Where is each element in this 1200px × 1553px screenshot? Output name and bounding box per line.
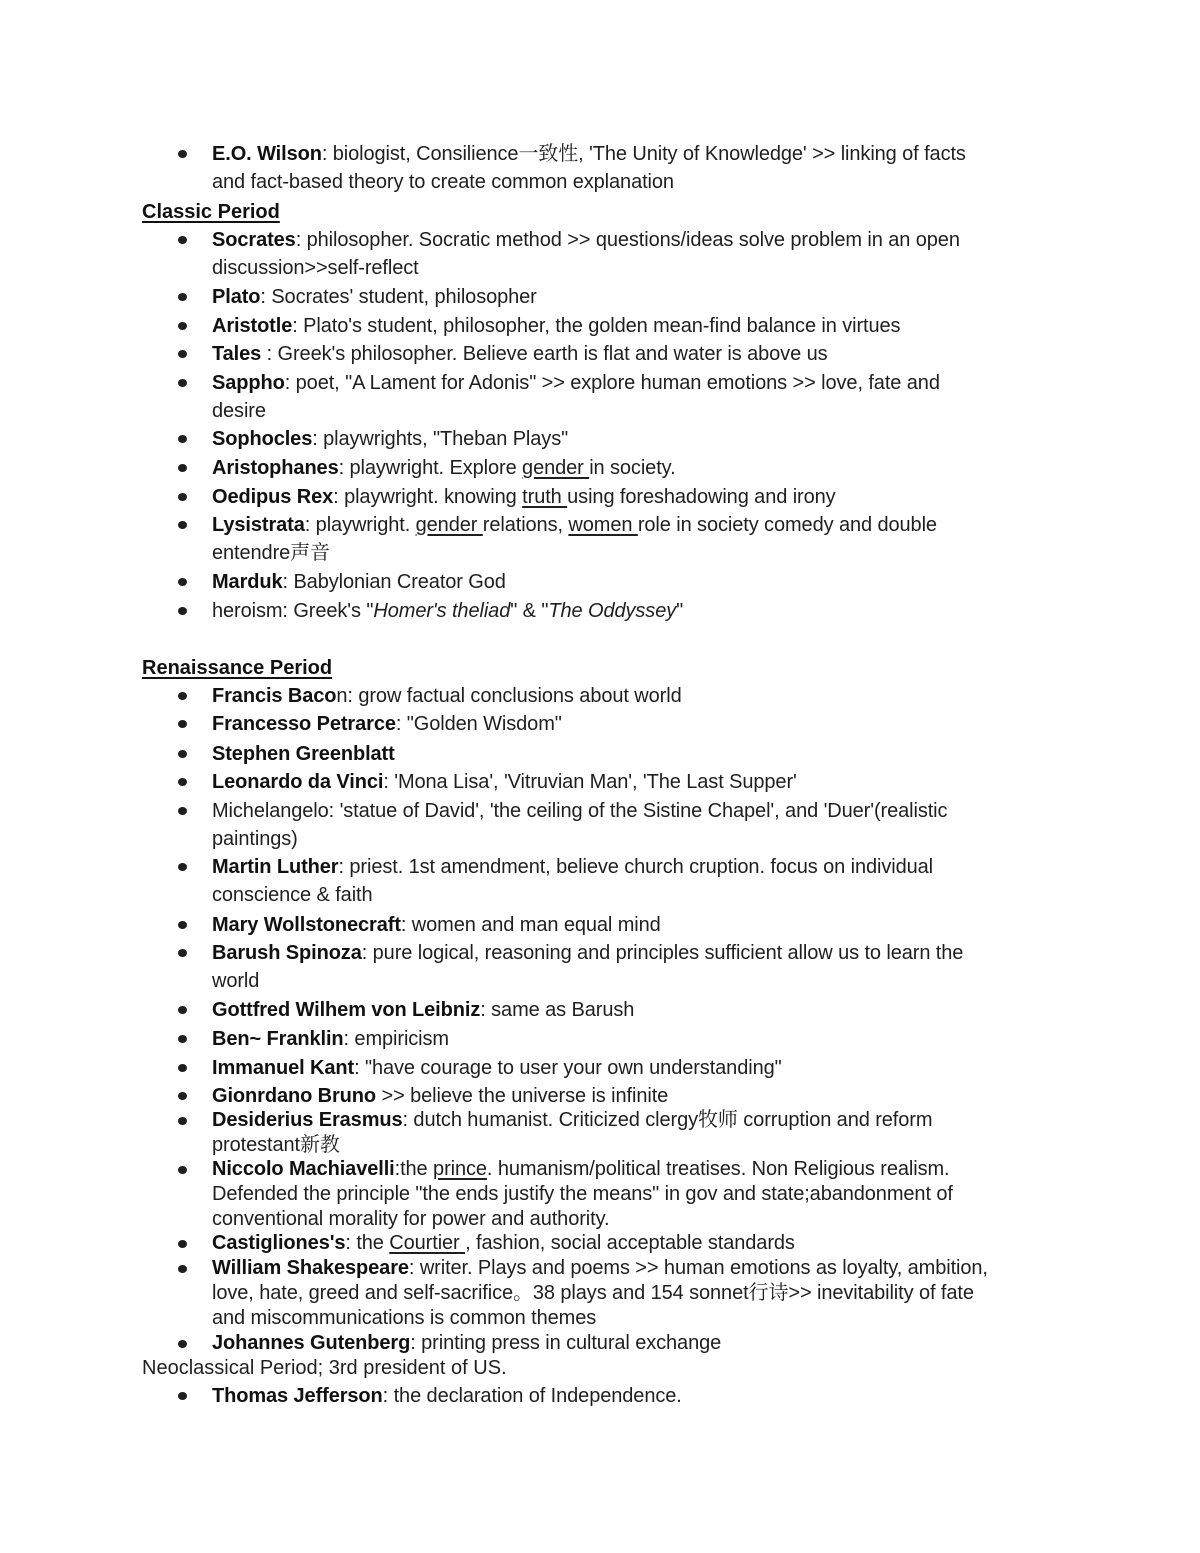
bullet-icon — [178, 236, 187, 244]
term: Thomas Jefferson — [212, 1385, 383, 1407]
bullet-icon — [178, 949, 187, 957]
bullet-icon — [178, 807, 187, 815]
term: Niccolo Machiavelli — [212, 1158, 395, 1180]
bullet-icon — [178, 1240, 187, 1248]
term: Mary Wollstonecraft — [212, 914, 401, 936]
bullet-icon — [178, 1392, 187, 1400]
underlined-text: Courtier — [389, 1232, 466, 1254]
bullet-icon — [178, 150, 187, 158]
bullet-icon — [178, 692, 187, 700]
term: Ben~ Franklin — [212, 1028, 344, 1050]
term: Sappho — [212, 372, 285, 394]
term: Sophocles — [212, 428, 313, 450]
term: Stephen Greenblatt — [212, 743, 395, 765]
term: Marduk — [212, 571, 283, 593]
term: Barush Spinoza — [212, 942, 362, 964]
bullet-icon — [178, 435, 187, 443]
term: Tales — [212, 343, 262, 365]
bullet-icon — [178, 607, 187, 615]
term: Gionrdano Bruno — [212, 1085, 377, 1107]
term: Johannes Gutenberg — [212, 1332, 411, 1354]
bullet-icon — [178, 493, 187, 501]
term: Martin Luther — [212, 856, 339, 878]
term: Francis Baco — [212, 685, 337, 707]
term: Castigliones's — [212, 1232, 346, 1254]
term: Gottfred Wilhem von Leibniz — [212, 999, 481, 1021]
underlined-text: gender — [522, 457, 590, 479]
section-heading-classic: Classic Period — [142, 201, 280, 223]
term: William Shakespeare — [212, 1257, 409, 1279]
term: Leonardo da Vinci — [212, 771, 384, 793]
term: Aristotle — [212, 315, 293, 337]
section-heading-renaissance: Renaissance Period — [142, 657, 333, 679]
underlined-text: women — [568, 514, 638, 536]
bullet-icon — [178, 521, 187, 529]
bullet-icon — [178, 921, 187, 929]
term: Immanuel Kant — [212, 1057, 355, 1079]
bullet-icon — [178, 778, 187, 786]
term: Plato — [212, 286, 261, 308]
bullet-icon — [178, 1035, 187, 1043]
term: Desiderius Erasmus — [212, 1109, 403, 1131]
bullet-icon — [178, 293, 187, 301]
bullet-icon — [178, 1064, 187, 1072]
bullet-icon — [178, 750, 187, 758]
term: Francesso Petrarce — [212, 713, 396, 735]
bullet-icon — [178, 322, 187, 330]
term: Aristophanes — [212, 457, 339, 479]
bullet-icon — [178, 1006, 187, 1014]
bullet-icon — [178, 578, 187, 586]
bullet-icon — [178, 1092, 187, 1100]
bullet-icon — [178, 1340, 187, 1348]
underlined-text: gender — [415, 514, 483, 536]
document-page: E.O. Wilson: biologist, Consilience一致性, 'The Unity of Knowledge' >> linking of facts and fact-based theory to create common explanation Classic Period Socrates: philosopher. Socratic method >> questions/ideas solve problem in an open discussion>>self-reflect Plato: Socrates' student, philosopher Aristotle: Plato's student, philosopher, the golden mean-find balance in virtues Tales : Greek's philosopher. Believe earth is flat and water is above us Sappho: poet, "A Lament for Adonis" >> explore human emotions >> love, fate and desire Sophocles: playwrights, "Theban Plays" Aristophanes: playwright. Explore gender in society. Oedipus Rex: playwright. knowing truth using foreshadowing and irony Lysistrata: playwright. gender relations, women role in society comedy and double entendre声音 Marduk: Babylonian Creator God heroism: Greek's "Homer's theliad" & "The Oddyssey" Renaissance Period Francis Bacon: grow factual conclusions about world Francesso Petrarce: "Golden Wisdom" Stephen Greenblatt Leonardo da Vinci: 'Mona Lisa', 'Vitruvian Man', 'The Last Supper' Michelangelo: 'statue of David', 'the ceiling of the Sistine Chapel', and 'Duer'(realistic paintings) Martin Luther: priest. 1st amendment, believe church cruption. focus on individual conscience & faith Mary Wollstonecraft: women and man equal mind Barush Spinoza: pure logical, reasoning and principles sufficient allow us to learn the world Gottfred Wilhem von Leibniz: same as Barush Ben~ Franklin: empiricism Immanuel Kant: "have courage to user your own understanding" Gionrdano Bruno >> believe the universe is infinite Desiderius Erasmus: dutch humanist. Criticized clergy牧师 corruption and reform protestant新教 Niccolo Machiavelli:the prince. humanism/political treatises. Non Religious realism. Defended the principle "the ends justify the means" in gov and state;abandonment of conventional morality for power and authority. Castigliones's: the Courtier , fashion, social acceptable standards William Shakespeare: writer. Plays and poems >> human emotions as loyalty, ambition, love, hate, greed and self-sacrifice。38 plays and 154 sonnet行诗>> inevitability of fate and miscommunications is common themes Johannes Gutenberg: printing press in cultural exchange Neoclassical Period; 3rd president of US. Thomas Jefferson: the declaration of Independence. — [142, 143, 988, 1407]
section-heading-neoclassical: Neoclassical Period; 3rd president of US. — [142, 1357, 507, 1379]
term: E.O. Wilson — [212, 143, 322, 165]
bullet-icon — [178, 1117, 187, 1125]
underlined-text: prince — [433, 1158, 487, 1180]
bullet-icon — [178, 720, 187, 728]
bullet-icon — [178, 464, 187, 472]
bullet-icon — [178, 1265, 187, 1273]
bullet-icon — [178, 350, 187, 358]
term: Oedipus Rex — [212, 486, 334, 508]
term: Socrates — [212, 229, 296, 251]
bullet-icon — [178, 863, 187, 871]
underlined-text: truth — [522, 486, 568, 508]
bullet-icon — [178, 379, 187, 387]
term: Lysistrata — [212, 514, 305, 536]
bullet-icon — [178, 1166, 187, 1174]
